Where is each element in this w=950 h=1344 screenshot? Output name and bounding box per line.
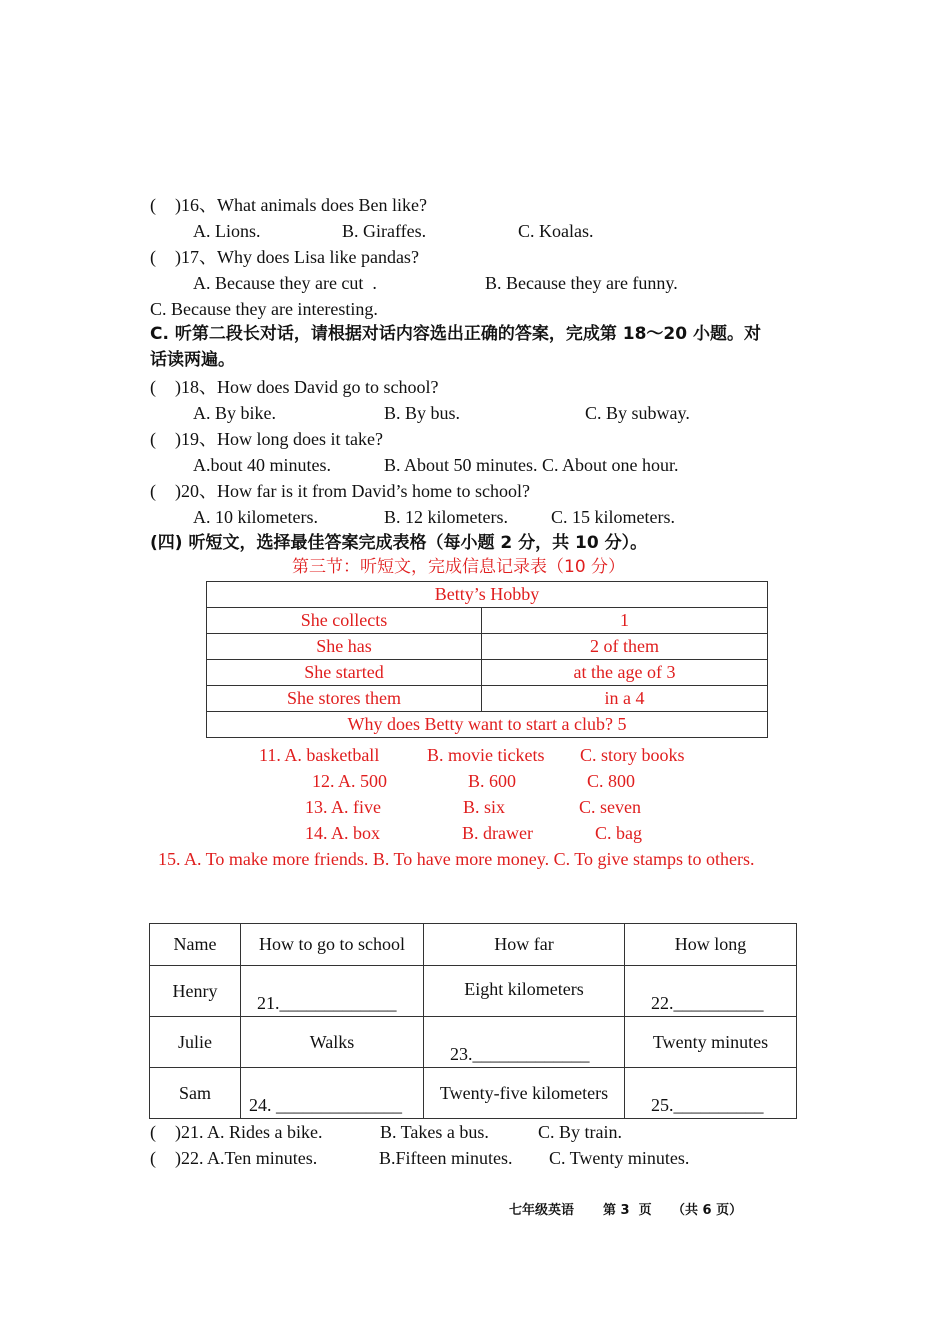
q18-text: )18、How does David go to school? xyxy=(175,377,439,397)
table-row xyxy=(150,966,797,1017)
q21-option-c: C. By train. xyxy=(538,1122,622,1142)
q20-option-c: C. 15 kilometers. xyxy=(551,507,675,527)
section-c-heading-line2: 话读两遍。 xyxy=(150,350,235,370)
q19-text: )19、How long does it take? xyxy=(175,429,383,449)
q17-option-a: A. Because they are cut . xyxy=(193,273,377,293)
q17-option-c: C. Because they are interesting. xyxy=(150,299,378,319)
section-three-heading: 第三节：听短文，完成信息记录表（10 分） xyxy=(292,557,626,577)
option-14-a: 14. A. box xyxy=(305,823,381,843)
cell-long xyxy=(625,966,797,1017)
cell-how: Walks xyxy=(241,1017,424,1068)
q16-option-b: B. Giraffes. xyxy=(342,221,427,241)
cell-far: Twenty-five kilometers xyxy=(424,1068,625,1119)
hobby-row-label: She stores them xyxy=(207,686,482,712)
option-13-b: B. six xyxy=(463,797,506,817)
q20-text: )20、How far is it from David’s home to school? xyxy=(175,481,530,501)
cell-name: Henry xyxy=(150,966,241,1017)
hobby-title: Betty’s Hobby xyxy=(207,582,768,608)
q16-option-a: A. Lions. xyxy=(193,221,261,241)
hobby-last-row: Why does Betty want to start a club? 5 xyxy=(207,712,768,738)
hobby-row-value: in a 4 xyxy=(482,686,768,712)
q18-option-a: A. By bike. xyxy=(193,403,276,423)
header-long: How long xyxy=(625,924,797,966)
option-11-a: 11. A. basketball xyxy=(259,745,380,765)
q22-option-c: C. Twenty minutes. xyxy=(549,1148,690,1168)
q18-option-b: B. By bus. xyxy=(384,403,461,423)
table-row xyxy=(207,686,768,712)
option-11-b: B. movie tickets xyxy=(427,745,545,765)
q16-option-c: C. Koalas. xyxy=(518,221,594,241)
hobby-row-label: She has xyxy=(207,634,482,660)
section-four-heading: (四) 听短文，选择最佳答案完成表格（每小题 2 分，共 10 分）。 xyxy=(150,533,648,553)
table-row xyxy=(150,1068,797,1119)
table-row xyxy=(207,634,768,660)
table-row xyxy=(207,608,768,634)
q22-option-b: B.Fifteen minutes. xyxy=(379,1148,513,1168)
header-how: How to go to school xyxy=(241,924,424,966)
cell-far xyxy=(424,1017,625,1068)
q17-option-b: B. Because they are funny. xyxy=(485,273,678,293)
q17-paren: ( xyxy=(150,247,156,267)
q19-option-bc: B. About 50 minutes. C. About one hour. xyxy=(384,455,679,475)
header-far: How far xyxy=(424,924,625,966)
q22-text: )22. A.Ten minutes. xyxy=(175,1148,318,1168)
q16-paren: ( xyxy=(150,195,156,215)
q19-paren: ( xyxy=(150,429,156,449)
q18-paren: ( xyxy=(150,377,156,397)
table-row xyxy=(150,1017,797,1068)
hobby-row-label: She started xyxy=(207,660,482,686)
option-12-b: B. 600 xyxy=(468,771,517,791)
cell-how xyxy=(241,966,424,1017)
q19-option-a: A.bout 40 minutes. xyxy=(193,455,331,475)
q20-option-a: A. 10 kilometers. xyxy=(193,507,318,527)
footer-page: 第 3 页 xyxy=(603,1203,652,1218)
cell-name: Julie xyxy=(150,1017,241,1068)
q20-paren: ( xyxy=(150,481,156,501)
table-row xyxy=(207,582,768,608)
hobby-row-value: 1 xyxy=(482,608,768,634)
hobby-row-value: 2 of them xyxy=(482,634,768,660)
table-row xyxy=(207,660,768,686)
blank-25[interactable]: 25.__________ xyxy=(651,1095,764,1115)
cell-far: Eight kilometers xyxy=(424,966,625,1017)
cell-how xyxy=(241,1068,424,1119)
blank-22[interactable]: 22.__________ xyxy=(651,993,764,1013)
cell-name: Sam xyxy=(150,1068,241,1119)
option-12-c: C. 800 xyxy=(587,771,636,791)
option-11-c: C. story books xyxy=(580,745,685,765)
q17-text: )17、Why does Lisa like pandas? xyxy=(175,247,419,267)
table-row xyxy=(207,712,768,738)
q21-paren: ( xyxy=(150,1122,156,1142)
cell-long xyxy=(625,1068,797,1119)
blank-21[interactable]: 21._____________ xyxy=(257,993,397,1013)
hobby-table xyxy=(206,581,768,738)
option-15: 15. A. To make more friends. B. To have more money. C. To give stamps to others. xyxy=(158,849,755,869)
footer-total: （共 6 页） xyxy=(672,1203,743,1218)
q21-option-b: B. Takes a bus. xyxy=(380,1122,489,1142)
q18-option-c: C. By subway. xyxy=(585,403,690,423)
option-14-c: C. bag xyxy=(595,823,642,843)
hobby-row-value: at the age of 3 xyxy=(482,660,768,686)
header-name: Name xyxy=(150,924,241,966)
hobby-row-label: She collects xyxy=(207,608,482,634)
table-row xyxy=(150,924,797,966)
option-12-a: 12. A. 500 xyxy=(312,771,388,791)
q22-paren: ( xyxy=(150,1148,156,1168)
cell-long: Twenty minutes xyxy=(625,1017,797,1068)
footer-grade: 七年级英语 xyxy=(509,1203,575,1218)
q20-option-b: B. 12 kilometers. xyxy=(384,507,508,527)
option-14-b: B. drawer xyxy=(462,823,533,843)
option-13-a: 13. A. five xyxy=(305,797,381,817)
option-13-c: C. seven xyxy=(579,797,641,817)
blank-23[interactable]: 23._____________ xyxy=(450,1044,590,1064)
q16-text: )16、What animals does Ben like? xyxy=(175,195,427,215)
section-c-heading-line1: C. 听第二段长对话，请根据对话内容选出正确的答案，完成第 18～20 小题。对 xyxy=(150,324,762,344)
travel-table xyxy=(149,923,797,1119)
blank-24[interactable]: 24. ______________ xyxy=(249,1095,402,1115)
q21-text: )21. A. Rides a bike. xyxy=(175,1122,323,1142)
